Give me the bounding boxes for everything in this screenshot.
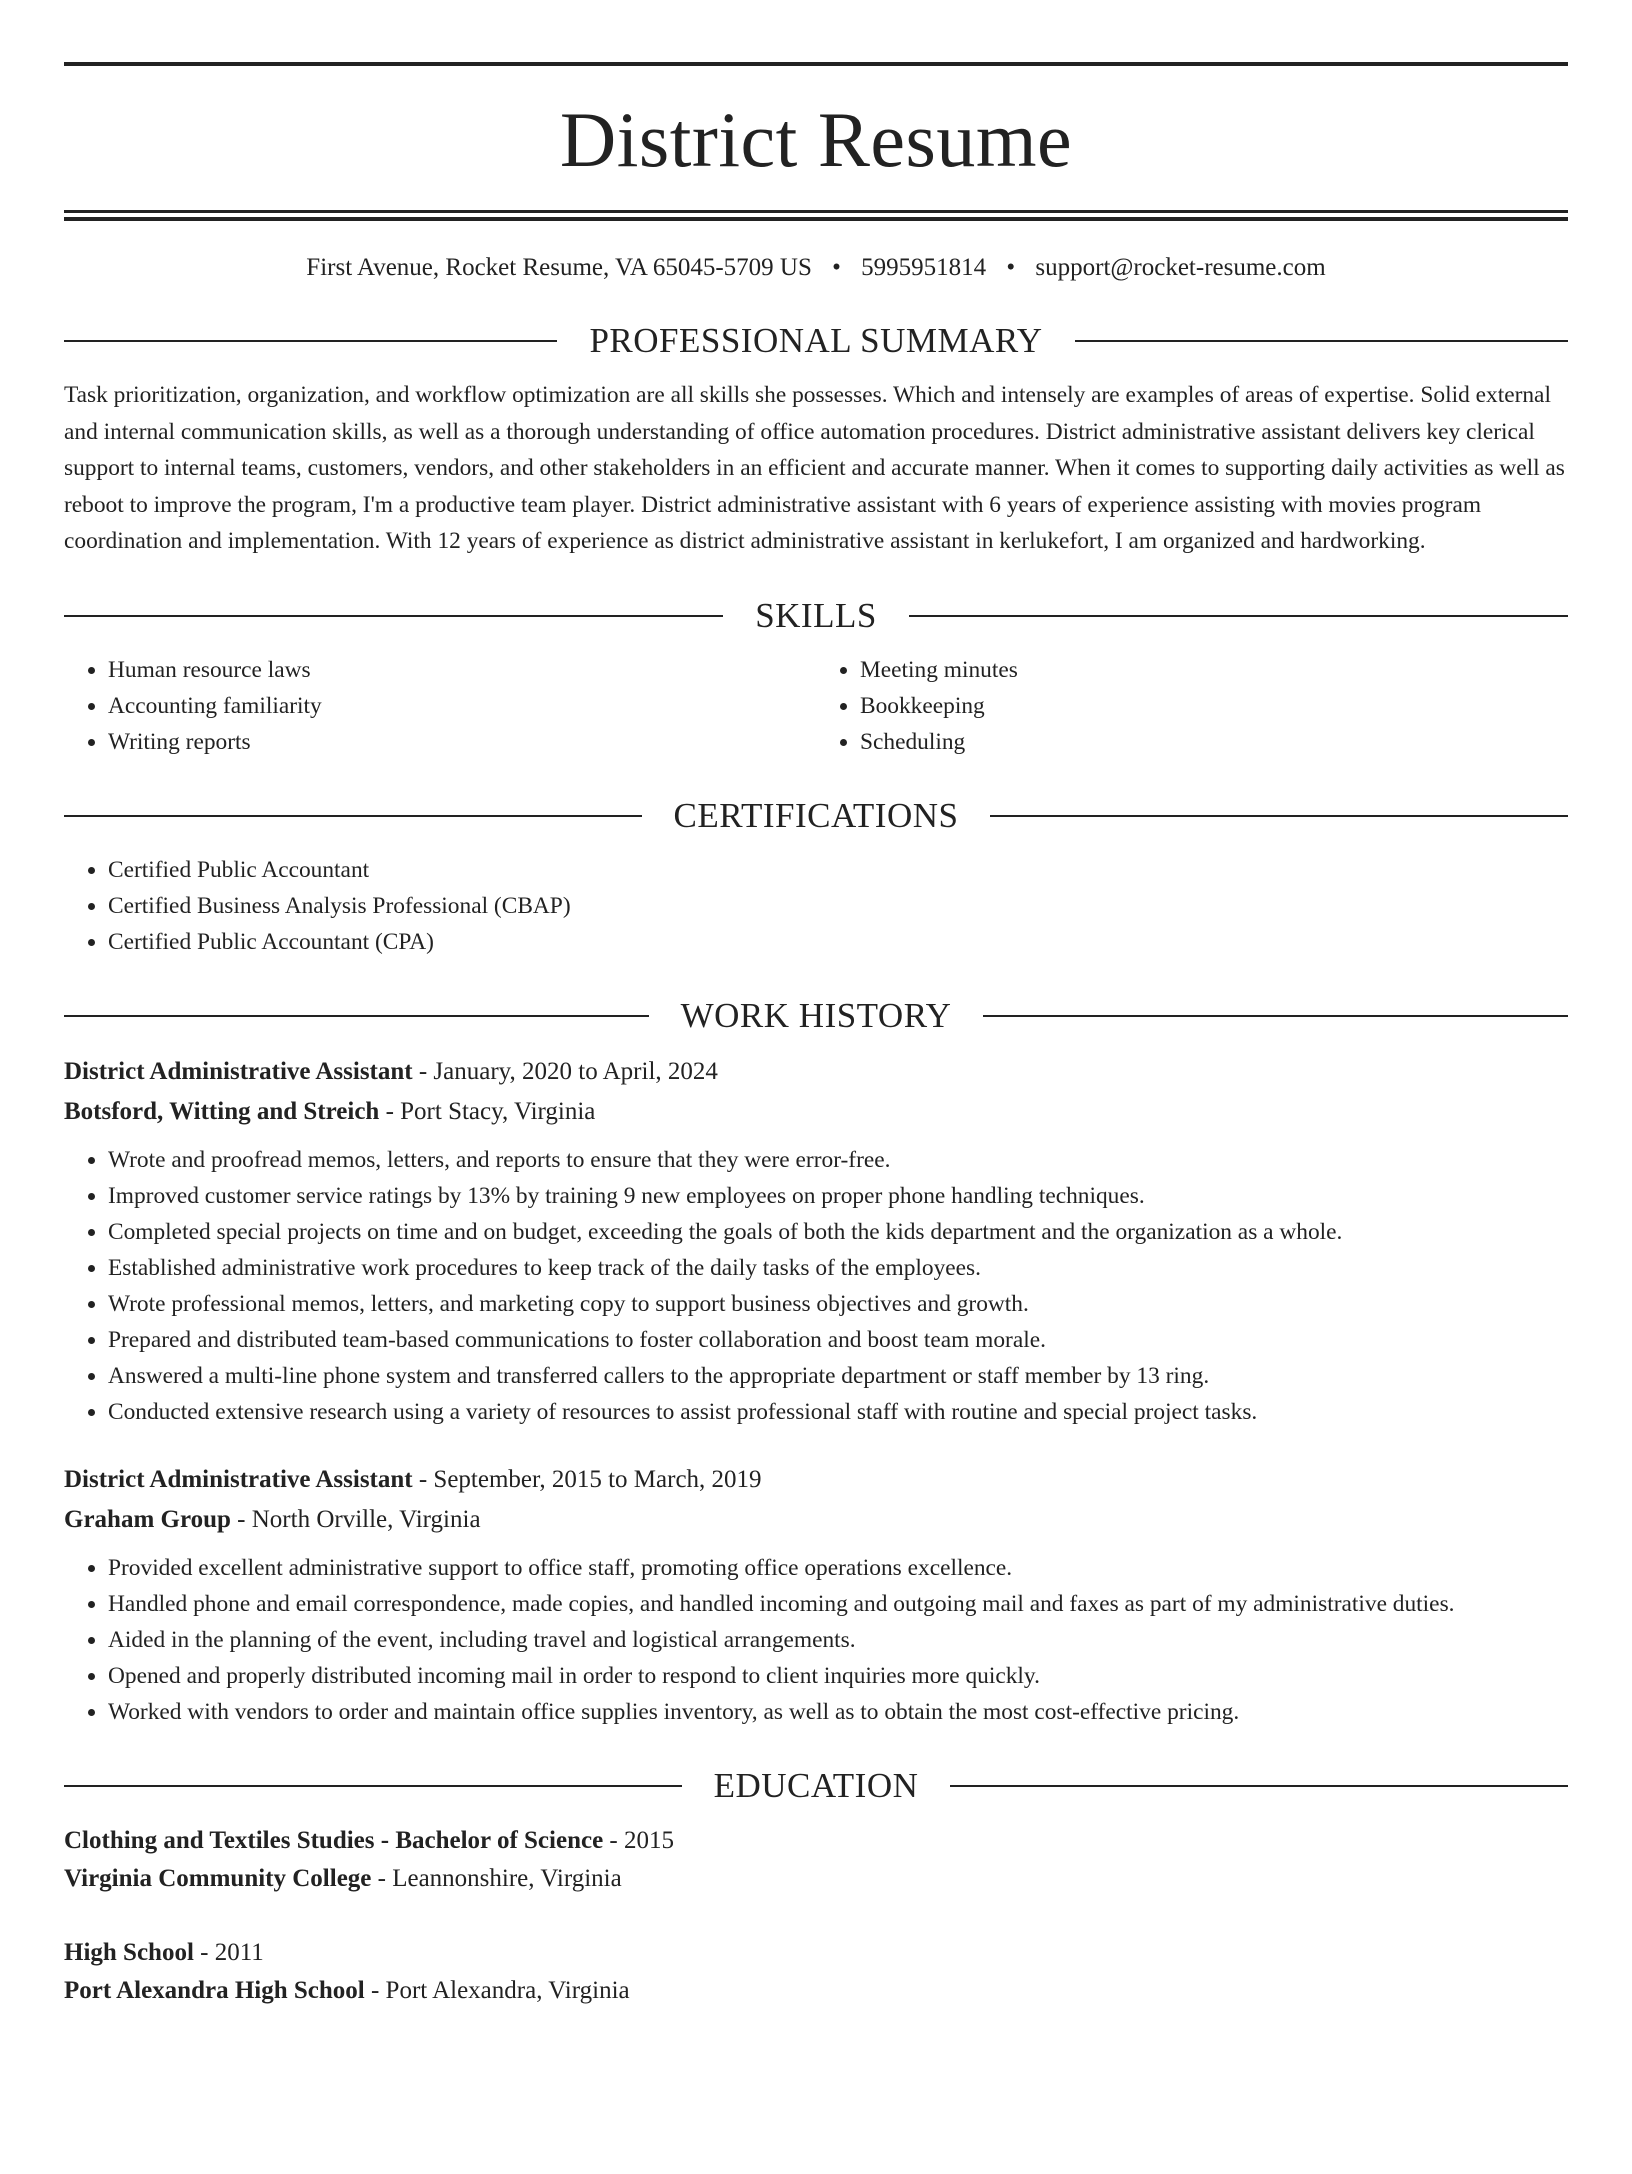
contact-line	[64, 251, 1568, 285]
education-school: Virginia Community College	[64, 1864, 372, 1892]
skill-item: • Meeting minutes	[860, 652, 1568, 688]
job-bullet: • Handled phone and email correspondence, made copies, and handled incoming and outgoing mail and faxes as part of my administrative duties.	[108, 1586, 1568, 1622]
section-heading-education	[64, 1764, 1568, 1808]
certification-item: • Certified Public Accountant	[108, 852, 1568, 888]
education-year: - 2011	[193, 1938, 264, 1966]
certification-item: • Certified Public Accountant (CPA)	[108, 924, 1568, 960]
section-heading-skills	[64, 594, 1568, 638]
certification-item: • Certified Business Analysis Professional (CBAP)	[108, 888, 1568, 924]
heading-rule	[64, 615, 723, 617]
job-role: District Administrative Assistant	[64, 1057, 413, 1085]
summary-text: Task prioritization, organization, and workflow optimization are all skills she possesses. Which and intensely are examples of areas of expertise. Solid external and internal communication skills, as well as a thorough understanding of office automation procedures. District administrative assistant delivers key clerical support to internal teams, customers, vendors, and other stakeholders in an efficient and accurate manner. When it comes to supporting daily activities as well as reboot to improve the program, I'm a productive team player. District administrative assistant with 6 years of experience assisting with movies program coordination and implementation. With 12 years of experience as district administrative assistant in kerlukefort, I am organized and hardworking.	[64, 382, 1565, 554]
resume-page	[0, 62, 1632, 2174]
education-degree: High School	[64, 1938, 194, 1966]
skill-item: • Writing reports	[108, 724, 816, 760]
job-bullet: • Provided excellent administrative support to office staff, promoting office operations excellence.	[108, 1550, 1568, 1586]
job-role: District Administrative Assistant	[64, 1465, 413, 1493]
contact-phone: 5995951814	[861, 254, 987, 281]
education-location: - Port Alexandra, Virginia	[364, 1976, 630, 2004]
section-heading-certifications	[64, 794, 1568, 838]
job-bullet: • Established administrative work procedures to keep track of the daily tasks of the employees.	[108, 1250, 1568, 1286]
job-entry	[64, 1460, 1568, 1730]
job-bullets	[64, 1142, 1568, 1430]
resume-name: District Resume	[559, 96, 1073, 183]
heading-rule	[64, 815, 642, 817]
education-degree-line	[64, 1822, 1568, 1860]
job-entry	[64, 1052, 1568, 1430]
job-bullet: • Prepared and distributed team-based communications to foster collaboration and boost team morale.	[108, 1322, 1568, 1358]
job-company: Graham Group	[64, 1505, 231, 1533]
job-bullet: • Answered a multi-line phone system and transferred callers to the appropriate department or staff member by 13 ring.	[108, 1358, 1568, 1394]
contact-separator: •	[1006, 254, 1016, 281]
education-location: - Leannonshire, Virginia	[371, 1864, 622, 1892]
section-title: PROFESSIONAL SUMMARY	[589, 321, 1043, 360]
skills-column-left	[64, 652, 816, 760]
heading-rule	[983, 1015, 1568, 1017]
job-bullet: • Worked with vendors to order and maintain office supplies inventory, as well as to obtain the most cost-effective pricing.	[108, 1694, 1568, 1730]
section-title: SKILLS	[755, 595, 877, 635]
education-degree-line	[64, 1934, 1568, 1972]
job-bullet: • Conducted extensive research using a variety of resources to assist professional staff with routine and special project tasks.	[108, 1394, 1568, 1430]
job-title-line	[64, 1052, 1568, 1092]
job-company: Botsford, Witting and Streich	[64, 1097, 380, 1125]
education-year: - 2015	[603, 1826, 674, 1854]
heading-rule	[990, 815, 1568, 817]
job-bullet: • Wrote and proofread memos, letters, and reports to ensure that they were error-free.	[108, 1142, 1568, 1178]
skill-item: • Human resource laws	[108, 652, 816, 688]
top-rule	[64, 62, 1568, 66]
education-entry	[64, 1934, 1568, 2010]
heading-rule	[909, 615, 1568, 617]
job-location: - North Orville, Virginia	[230, 1505, 481, 1533]
skill-item: • Bookkeeping	[860, 688, 1568, 724]
contact-address: First Avenue, Rocket Resume, VA 65045-5709 US	[306, 254, 812, 281]
skill-item: • Accounting familiarity	[108, 688, 816, 724]
job-bullet: • Opened and properly distributed incoming mail in order to respond to client inquiries more quickly.	[108, 1658, 1568, 1694]
job-location: - Port Stacy, Virginia	[379, 1097, 596, 1125]
education-school-line	[64, 1860, 1568, 1898]
job-company-line	[64, 1092, 1568, 1132]
section-title: CERTIFICATIONS	[673, 795, 959, 835]
skills-column-right	[816, 652, 1568, 760]
skill-item: • Scheduling	[860, 724, 1568, 760]
section-title: EDUCATION	[713, 1765, 919, 1805]
heading-rule	[950, 1785, 1568, 1787]
section-title: WORK HISTORY	[680, 995, 952, 1035]
heading-rule	[64, 1785, 682, 1787]
header-double-rule	[64, 210, 1568, 221]
education-school: Port Alexandra High School	[64, 1976, 365, 2004]
job-dates: - January, 2020 to April, 2024	[412, 1057, 718, 1085]
job-bullet: • Aided in the planning of the event, including travel and logistical arrangements.	[108, 1622, 1568, 1658]
heading-rule	[64, 340, 557, 342]
job-bullets	[64, 1550, 1568, 1730]
job-bullet: • Wrote professional memos, letters, and marketing copy to support business objectives and growth.	[108, 1286, 1568, 1322]
skills-list	[64, 652, 1568, 760]
section-heading-summary	[64, 319, 1568, 363]
job-bullet: • Improved customer service ratings by 13% by training 9 new employees on proper phone handling techniques.	[108, 1178, 1568, 1214]
education-degree: Clothing and Textiles Studies - Bachelor of Science	[64, 1826, 604, 1854]
certifications-list	[64, 852, 1568, 960]
contact-separator: •	[832, 254, 841, 281]
job-dates: - September, 2015 to March, 2019	[412, 1465, 762, 1493]
heading-rule	[64, 1015, 649, 1017]
section-heading-work-history	[64, 994, 1568, 1038]
job-title-line	[64, 1460, 1568, 1500]
education-school-line	[64, 1972, 1568, 2010]
contact-email: support@rocket-resume.com	[1035, 254, 1326, 281]
education-entry	[64, 1822, 1568, 1898]
job-bullet: • Completed special projects on time and on budget, exceeding the goals of both the kids department and the organization as a whole.	[108, 1214, 1568, 1250]
heading-rule	[1075, 340, 1568, 342]
job-company-line	[64, 1500, 1568, 1540]
